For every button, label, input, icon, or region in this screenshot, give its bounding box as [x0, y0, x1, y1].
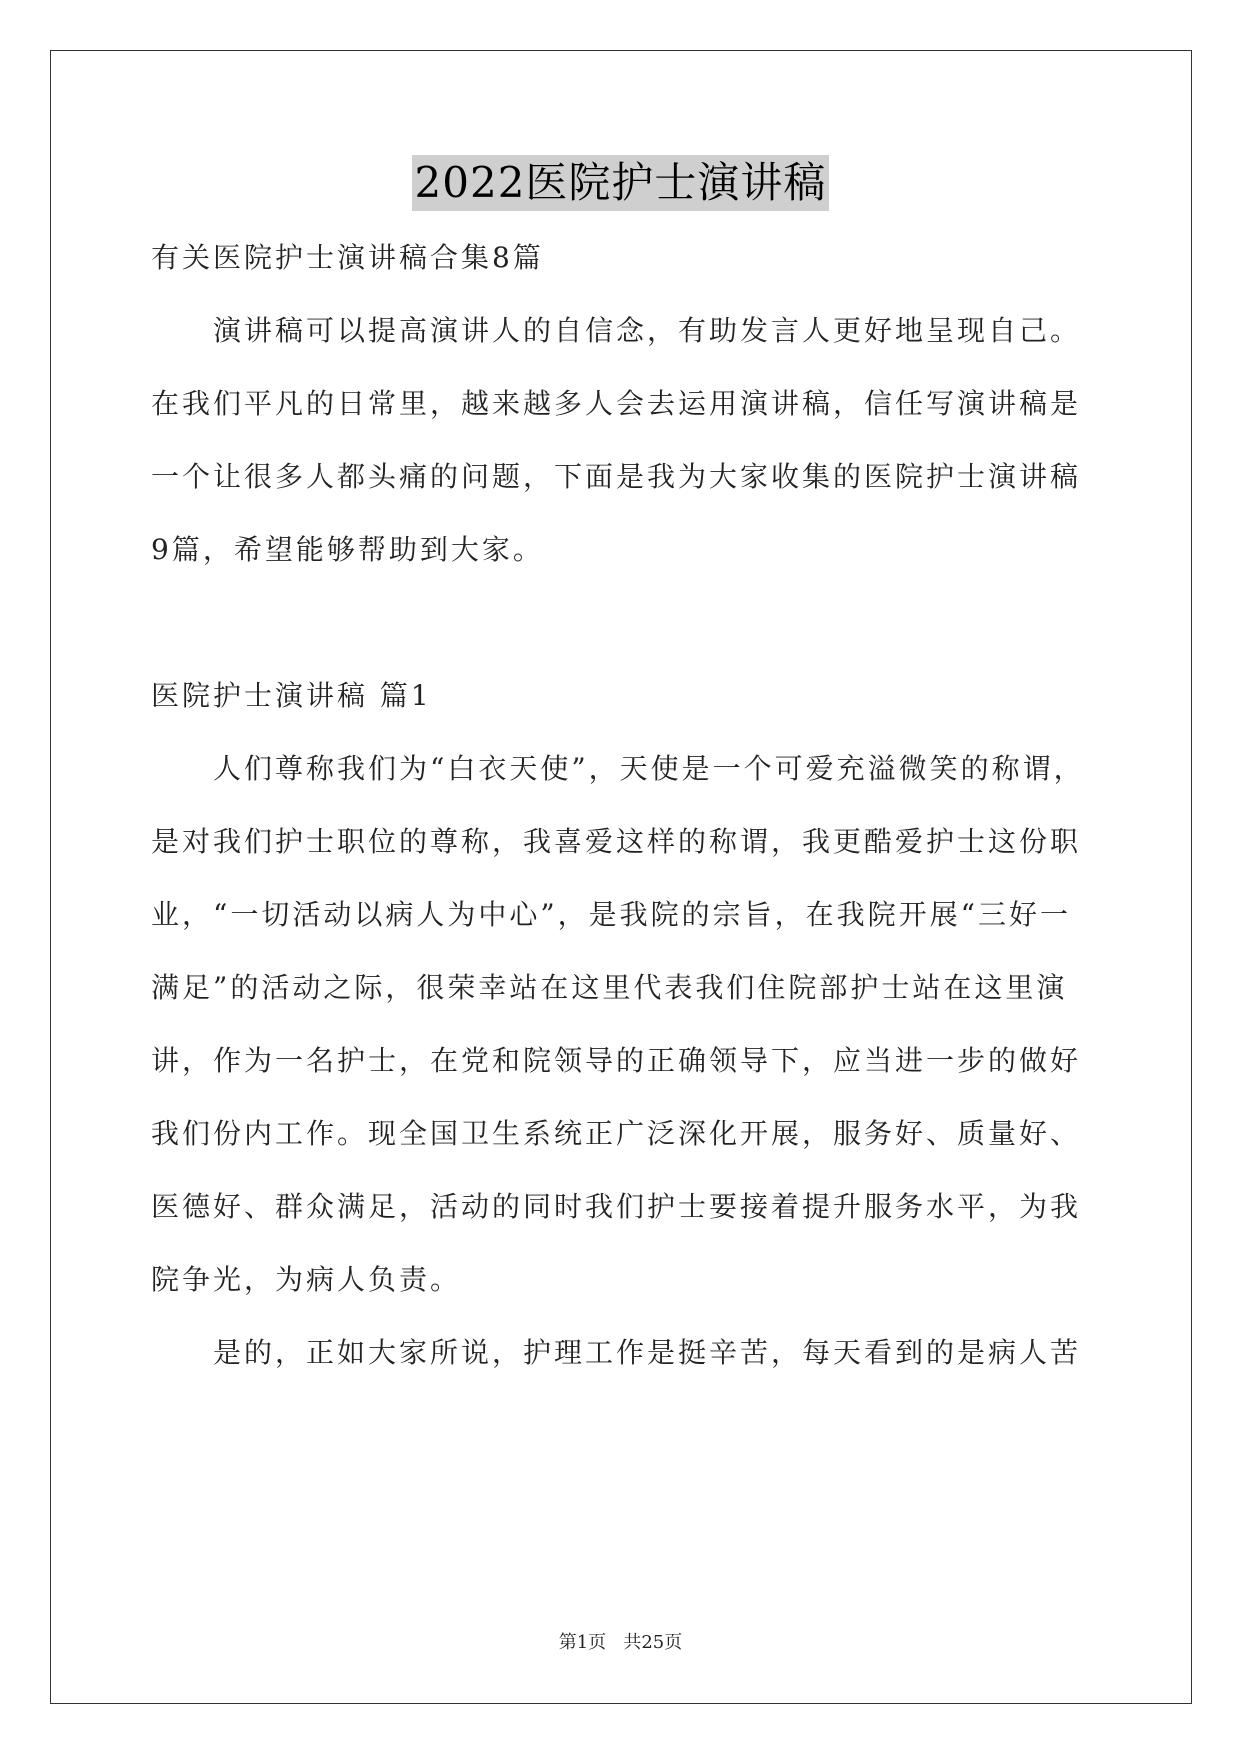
- body-paragraph-line: 人们尊称我们为“白衣天使”，天使是一个可爱充溢微笑的称谓，: [213, 752, 1085, 785]
- body-paragraph-line: 院争光，为病人负责。: [151, 1263, 462, 1296]
- body-paragraph-line: 是对我们护士职位的尊称，我喜爱这样的称谓，我更酷爱护士这份职: [151, 825, 1082, 858]
- section-heading: 医院护士演讲稿 篇1: [151, 679, 432, 712]
- page-border: [50, 50, 1192, 1704]
- document-title: 2022医院护士演讲稿: [412, 155, 830, 211]
- title-container: [0, 155, 1241, 211]
- page-number: 第1页: [558, 1632, 607, 1653]
- intro-paragraph-line: 演讲稿可以提高演讲人的自信念，有助发言人更好地呈现自己。: [213, 314, 1082, 347]
- body-paragraph-line: 满足”的活动之际，很荣幸站在这里代表我们住院部护士站在这里演: [151, 971, 1068, 1004]
- body-paragraph-line: 我们份内工作。现全国卫生系统正广泛深化开展，服务好、质量好、: [151, 1117, 1082, 1150]
- page-total: 共25页: [623, 1632, 683, 1653]
- intro-paragraph-line: 9篇，希望能够帮助到大家。: [151, 533, 544, 566]
- body-paragraph-line: 业，“一切活动以病人为中心”，是我院的宗旨，在我院开展“三好一: [151, 898, 1071, 931]
- body-paragraph-line: 是的，正如大家所说，护理工作是挺辛苦，每天看到的是病人苦: [213, 1336, 1082, 1369]
- intro-paragraph-line: 在我们平凡的日常里，越来越多人会去运用演讲稿，信任写演讲稿是: [151, 387, 1082, 420]
- body-paragraph-line: 医德好、群众满足，活动的同时我们护士要接着提升服务水平，为我: [151, 1190, 1082, 1223]
- page-footer: [0, 1630, 1241, 1656]
- document-subtitle: 有关医院护士演讲稿合集8篇: [151, 241, 544, 274]
- intro-paragraph-line: 一个让很多人都头痛的问题，下面是我为大家收集的医院护士演讲稿: [151, 460, 1082, 493]
- body-paragraph-line: 讲，作为一名护士，在党和院领导的正确领导下，应当进一步的做好: [151, 1044, 1082, 1077]
